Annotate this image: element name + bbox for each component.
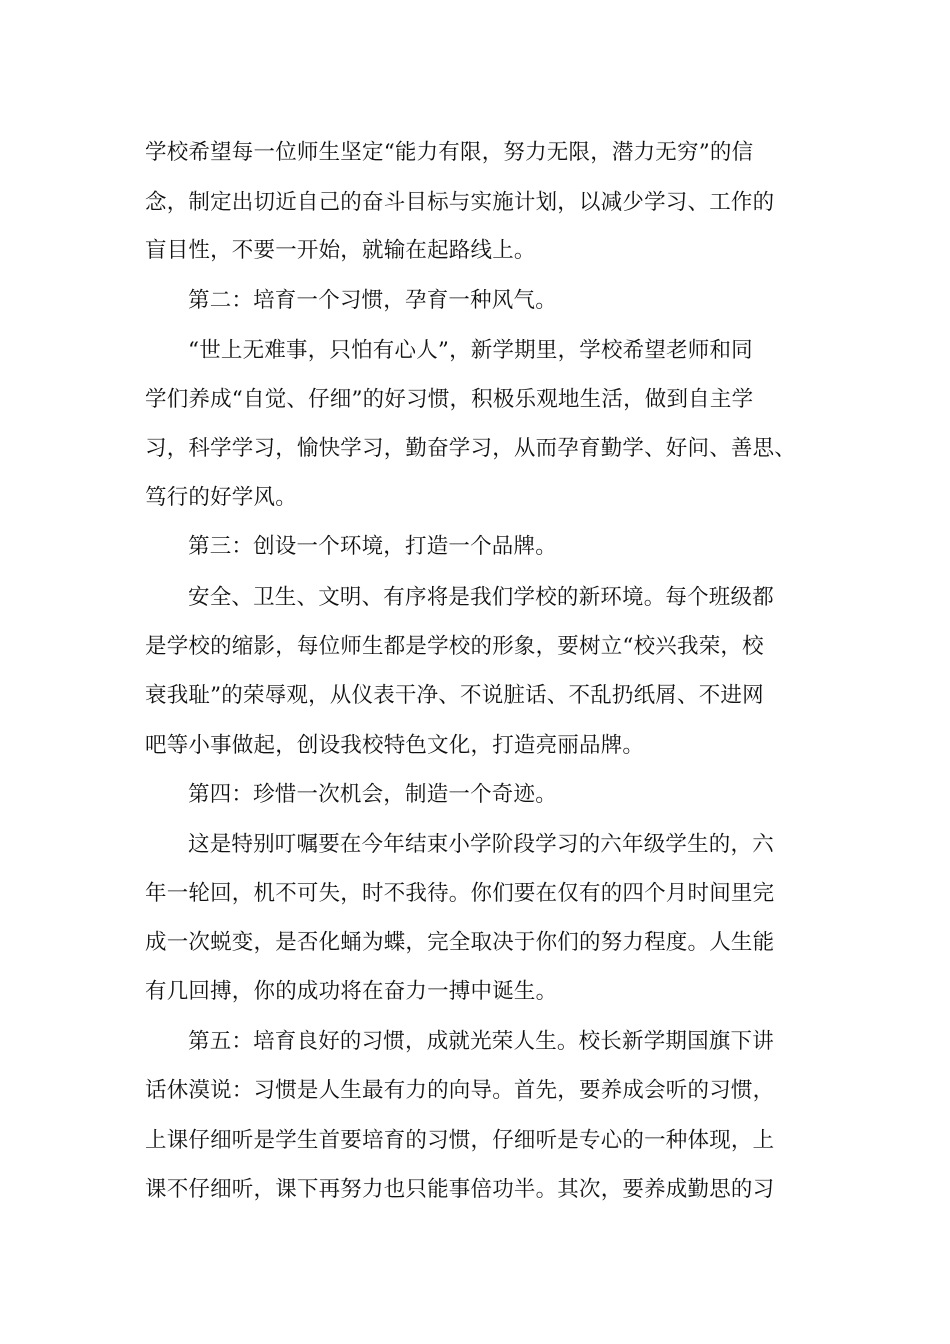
section-heading: 第四：珍惜一次机会，制造一个奇迹。 [188, 782, 557, 807]
text-line: 上课仔细听是学生首要培育的习惯，仔细听是专心的一种体现，上 [145, 1128, 775, 1153]
text-line: 有几回搏，你的成功将在奋力一搏中诞生。 [145, 979, 558, 1004]
text-line: 这是特别叮嘱要在今年结束小学阶段学习的六年级学生的，六 [188, 832, 774, 857]
text-line: 念，制定出切近自己的奋斗目标与实施计划，以减少学习、工作的 [145, 190, 775, 215]
section-heading: 第二：培育一个习惯，孕育一种风气。 [188, 288, 557, 313]
text-line: 成一次蜕变，是否化蛹为蝶，完全取决于你们的努力程度。人生能 [145, 930, 775, 955]
text-line: 吧等小事做起，创设我校特色文化，打造亮丽品牌。 [145, 733, 645, 758]
text-line: “世上无难事，只怕有心人”，新学期里，学校希望老师和同 [188, 338, 753, 363]
text-line: 是学校的缩影，每位师生都是学校的形象，要树立“校兴我荣，校 [145, 634, 764, 659]
text-line: 学校希望每一位师生坚定“能力有限，努力无限，潜力无穷”的信 [145, 140, 754, 165]
text-line: 衰我耻”的荣辱观，从仪表干净、不说脏话、不乱扔纸屑、不进网 [145, 683, 764, 708]
text-line: 习，科学学习，愉快学习，勤奋学习，从而孕育勤学、好问、善思、 [145, 436, 797, 461]
text-line: 话休漠说：习惯是人生最有力的向导。首先，要养成会听的习惯， [145, 1078, 775, 1103]
text-line: 安全、卫生、文明、有序将是我们学校的新环境。每个班级都 [188, 585, 774, 610]
text-line: 年一轮回，机不可失，时不我待。你们要在仅有的四个月时间里完 [145, 881, 775, 906]
text-line: 盲目性，不要一开始，就输在起路线上。 [145, 238, 536, 263]
section-heading: 第三：创设一个环境，打造一个品牌。 [188, 534, 557, 559]
text-line: 笃行的好学风。 [145, 485, 297, 510]
text-line: 课不仔细听，课下再努力也只能事倍功半。其次，要养成勤思的习 [145, 1177, 775, 1202]
section-heading: 第五：培育良好的习惯，成就光荣人生。校长新学期国旗下讲 [188, 1029, 774, 1054]
text-line: 学们养成“自觉、仔细”的好习惯，积极乐观地生活，做到自主学 [145, 387, 754, 412]
